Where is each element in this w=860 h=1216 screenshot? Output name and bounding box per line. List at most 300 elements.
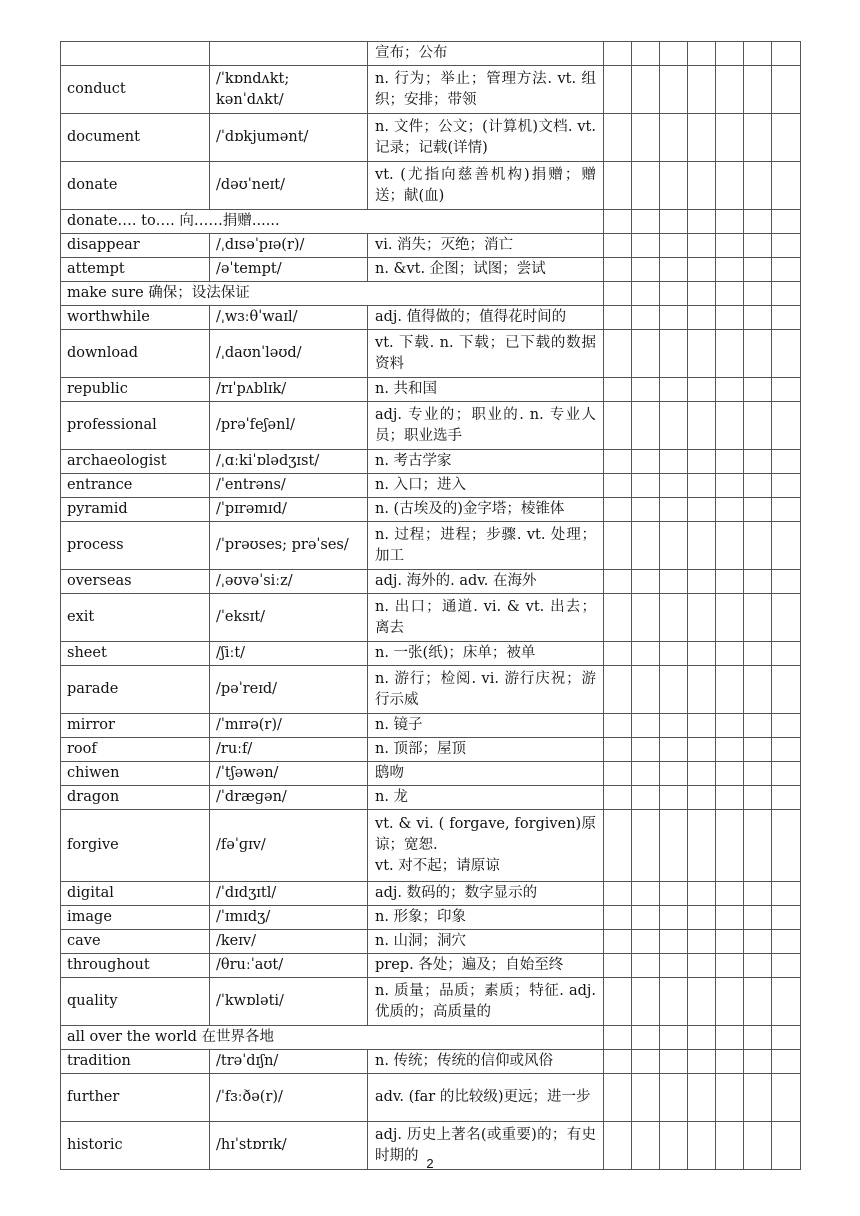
review-check-cell[interactable]: [604, 642, 632, 666]
review-check-cell[interactable]: [604, 114, 632, 162]
phonetic-cell: /ˈtʃəwən/: [210, 762, 368, 786]
review-check-cell[interactable]: [772, 330, 801, 378]
page-number: 2: [426, 1156, 434, 1171]
review-check-cell[interactable]: [604, 474, 632, 498]
review-check-cell[interactable]: [632, 810, 660, 882]
review-check-cell[interactable]: [772, 810, 801, 882]
review-check-cell[interactable]: [772, 450, 801, 474]
table-row: [61, 906, 801, 930]
review-check-cell[interactable]: [632, 954, 660, 978]
review-check-cell[interactable]: [744, 882, 772, 906]
review-check-cell[interactable]: [632, 114, 660, 162]
table-row: [61, 714, 801, 738]
table-row: [61, 258, 801, 282]
review-check-cell[interactable]: [604, 1026, 632, 1050]
review-check-cell[interactable]: [772, 930, 801, 954]
word-cell: archaeologist: [61, 450, 210, 474]
review-check-cell[interactable]: [660, 594, 688, 642]
review-check-cell[interactable]: [632, 522, 660, 570]
review-check-cell[interactable]: [744, 474, 772, 498]
review-check-cell[interactable]: [744, 306, 772, 330]
review-check-cell[interactable]: [632, 1074, 660, 1122]
review-check-cell[interactable]: [716, 114, 744, 162]
review-check-cell[interactable]: [744, 954, 772, 978]
review-check-cell[interactable]: [772, 234, 801, 258]
review-check-cell[interactable]: [688, 786, 716, 810]
review-check-cell[interactable]: [632, 210, 660, 234]
review-check-cell[interactable]: [716, 642, 744, 666]
review-check-cell[interactable]: [716, 954, 744, 978]
review-check-cell[interactable]: [688, 378, 716, 402]
review-check-cell[interactable]: [688, 522, 716, 570]
review-check-cell[interactable]: [660, 738, 688, 762]
meaning-cell: n. 传统；传统的信仰或风俗: [368, 1050, 604, 1074]
meaning-cell: adj. 历史上著名(或重要)的；有史时期的: [368, 1122, 604, 1170]
review-check-cell[interactable]: [772, 66, 801, 114]
phonetic-cell: /ˌdaʊnˈləʊd/: [210, 330, 368, 378]
phonetic-cell: /hɪˈstɒrɪk/: [210, 1122, 368, 1170]
review-check-cell[interactable]: [632, 66, 660, 114]
review-check-cell[interactable]: [632, 906, 660, 930]
phrase-row: [61, 210, 801, 234]
phonetic-cell: /pəˈreɪd/: [210, 666, 368, 714]
review-check-cell[interactable]: [744, 930, 772, 954]
review-check-cell[interactable]: [660, 498, 688, 522]
review-check-cell[interactable]: [744, 906, 772, 930]
review-check-cell[interactable]: [744, 66, 772, 114]
review-check-cell[interactable]: [660, 978, 688, 1026]
word-cell: republic: [61, 378, 210, 402]
review-check-cell[interactable]: [716, 594, 744, 642]
review-check-cell[interactable]: [660, 666, 688, 714]
review-check-cell[interactable]: [688, 498, 716, 522]
review-check-cell[interactable]: [772, 738, 801, 762]
review-check-cell[interactable]: [632, 930, 660, 954]
review-check-cell[interactable]: [688, 1050, 716, 1074]
review-check-cell[interactable]: [744, 498, 772, 522]
meaning-cell: n. 形象；印象: [368, 906, 604, 930]
review-check-cell[interactable]: [604, 786, 632, 810]
review-check-cell[interactable]: [772, 42, 801, 66]
review-check-cell[interactable]: [660, 450, 688, 474]
review-check-cell[interactable]: [688, 570, 716, 594]
review-check-cell[interactable]: [604, 954, 632, 978]
review-check-cell[interactable]: [716, 474, 744, 498]
review-check-cell[interactable]: [604, 66, 632, 114]
word-cell: image: [61, 906, 210, 930]
review-check-cell[interactable]: [632, 234, 660, 258]
meaning-cell: n. 出口；通道. vi. & vt. 出去；离去: [368, 594, 604, 642]
meaning-cell: n. (古埃及的)金字塔；棱锥体: [368, 498, 604, 522]
review-check-cell[interactable]: [660, 906, 688, 930]
review-check-cell[interactable]: [632, 306, 660, 330]
review-check-cell[interactable]: [688, 234, 716, 258]
review-check-cell[interactable]: [688, 714, 716, 738]
review-check-cell[interactable]: [688, 978, 716, 1026]
table-row: [61, 570, 801, 594]
review-check-cell[interactable]: [744, 714, 772, 738]
review-check-cell[interactable]: [632, 162, 660, 210]
meaning-cell: n. 过程；进程；步骤. vt. 处理；加工: [368, 522, 604, 570]
review-check-cell[interactable]: [604, 42, 632, 66]
review-check-cell[interactable]: [744, 282, 772, 306]
review-check-cell[interactable]: [772, 642, 801, 666]
review-check-cell[interactable]: [716, 762, 744, 786]
review-check-cell[interactable]: [688, 1074, 716, 1122]
phonetic-cell: /ˈkɒndʌkt; kənˈdʌkt/: [210, 66, 368, 114]
review-check-cell[interactable]: [772, 594, 801, 642]
word-cell: parade: [61, 666, 210, 714]
review-check-cell[interactable]: [688, 66, 716, 114]
phrase-cell: donate…. to…. 向……捐赠......: [61, 210, 604, 234]
table-row: [61, 810, 801, 882]
phonetic-cell: /ˈfɜːðə(r)/: [210, 1074, 368, 1122]
table-row: [61, 234, 801, 258]
review-check-cell[interactable]: [716, 258, 744, 282]
phonetic-cell: /ˌdɪsəˈpɪə(r)/: [210, 234, 368, 258]
review-check-cell[interactable]: [632, 642, 660, 666]
vocabulary-table: [60, 41, 801, 1170]
review-check-cell[interactable]: [744, 738, 772, 762]
review-check-cell[interactable]: [688, 402, 716, 450]
review-check-cell[interactable]: [660, 258, 688, 282]
review-check-cell[interactable]: [688, 258, 716, 282]
review-check-cell[interactable]: [772, 570, 801, 594]
review-check-cell[interactable]: [772, 714, 801, 738]
review-check-cell[interactable]: [604, 234, 632, 258]
review-check-cell[interactable]: [772, 282, 801, 306]
review-check-cell[interactable]: [772, 906, 801, 930]
review-check-cell[interactable]: [716, 810, 744, 882]
review-check-cell[interactable]: [716, 378, 744, 402]
review-check-cell[interactable]: [632, 258, 660, 282]
table-row: [61, 162, 801, 210]
review-check-cell[interactable]: [772, 666, 801, 714]
review-check-cell[interactable]: [716, 450, 744, 474]
word-cell: tradition: [61, 1050, 210, 1074]
review-check-cell[interactable]: [632, 282, 660, 306]
review-check-cell[interactable]: [688, 738, 716, 762]
review-check-cell[interactable]: [604, 258, 632, 282]
review-check-cell[interactable]: [660, 42, 688, 66]
review-check-cell[interactable]: [604, 762, 632, 786]
review-check-cell[interactable]: [632, 1026, 660, 1050]
review-check-cell[interactable]: [772, 162, 801, 210]
review-check-cell[interactable]: [772, 498, 801, 522]
review-check-cell[interactable]: [772, 1050, 801, 1074]
review-check-cell[interactable]: [688, 666, 716, 714]
review-check-cell[interactable]: [660, 714, 688, 738]
review-check-cell[interactable]: [632, 666, 660, 714]
word-cell: quality: [61, 978, 210, 1026]
review-check-cell[interactable]: [688, 906, 716, 930]
review-check-cell[interactable]: [604, 738, 632, 762]
review-check-cell[interactable]: [744, 570, 772, 594]
phonetic-cell: /ˈdræɡən/: [210, 786, 368, 810]
review-check-cell[interactable]: [688, 954, 716, 978]
table-row: [61, 66, 801, 114]
table-row: [61, 642, 801, 666]
review-check-cell[interactable]: [744, 210, 772, 234]
review-check-cell[interactable]: [688, 642, 716, 666]
review-check-cell[interactable]: [772, 522, 801, 570]
meaning-cell: vi. 消失；灭绝；消亡: [368, 234, 604, 258]
table-row: [61, 978, 801, 1026]
review-check-cell[interactable]: [604, 210, 632, 234]
review-check-cell[interactable]: [744, 402, 772, 450]
meaning-cell: n. 龙: [368, 786, 604, 810]
review-check-cell[interactable]: [660, 330, 688, 378]
review-check-cell[interactable]: [632, 498, 660, 522]
review-check-cell[interactable]: [772, 258, 801, 282]
review-check-cell[interactable]: [632, 714, 660, 738]
review-check-cell[interactable]: [716, 882, 744, 906]
word-cell: pyramid: [61, 498, 210, 522]
review-check-cell[interactable]: [688, 882, 716, 906]
review-check-cell[interactable]: [660, 642, 688, 666]
phonetic-cell: [210, 42, 368, 66]
review-check-cell[interactable]: [688, 474, 716, 498]
review-check-cell[interactable]: [660, 1026, 688, 1050]
review-check-cell[interactable]: [772, 762, 801, 786]
review-check-cell[interactable]: [604, 162, 632, 210]
review-check-cell[interactable]: [716, 786, 744, 810]
review-check-cell[interactable]: [660, 162, 688, 210]
phonetic-cell: /ˈdɪdʒɪtl/: [210, 882, 368, 906]
review-check-cell[interactable]: [604, 498, 632, 522]
meaning-cell: vt. (尤指向慈善机构)捐赠；赠送；献(血): [368, 162, 604, 210]
review-check-cell[interactable]: [744, 810, 772, 882]
review-check-cell[interactable]: [604, 666, 632, 714]
review-check-cell[interactable]: [772, 1074, 801, 1122]
review-check-cell[interactable]: [688, 162, 716, 210]
review-check-cell[interactable]: [772, 306, 801, 330]
review-check-cell[interactable]: [660, 762, 688, 786]
meaning-cell: prep. 各处；遍及；自始至终: [368, 954, 604, 978]
review-check-cell[interactable]: [632, 402, 660, 450]
review-check-cell[interactable]: [632, 594, 660, 642]
review-check-cell[interactable]: [688, 810, 716, 882]
meaning-cell: n. 游行；检阅. vi. 游行庆祝；游行示威: [368, 666, 604, 714]
meaning-cell: n. 一张(纸)；床单；被单: [368, 642, 604, 666]
meaning-cell: n. 共和国: [368, 378, 604, 402]
review-check-cell[interactable]: [604, 714, 632, 738]
review-check-cell[interactable]: [660, 474, 688, 498]
review-check-cell[interactable]: [716, 330, 744, 378]
meaning-cell: n. 文件；公文；(计算机)文档. vt. 记录；记载(详情): [368, 114, 604, 162]
review-check-cell[interactable]: [660, 786, 688, 810]
review-check-cell[interactable]: [716, 738, 744, 762]
review-check-cell[interactable]: [660, 402, 688, 450]
phonetic-cell: /əˈtempt/: [210, 258, 368, 282]
review-check-cell[interactable]: [772, 1026, 801, 1050]
review-check-cell[interactable]: [716, 402, 744, 450]
review-check-cell[interactable]: [716, 714, 744, 738]
phonetic-cell: /prəˈfeʃənl/: [210, 402, 368, 450]
review-check-cell[interactable]: [660, 306, 688, 330]
review-check-cell[interactable]: [660, 522, 688, 570]
review-check-cell[interactable]: [660, 954, 688, 978]
review-check-cell[interactable]: [744, 42, 772, 66]
meaning-cell: 宣布；公布: [368, 42, 604, 66]
review-check-cell[interactable]: [604, 882, 632, 906]
review-check-cell[interactable]: [716, 66, 744, 114]
review-check-cell[interactable]: [632, 738, 660, 762]
review-check-cell[interactable]: [772, 378, 801, 402]
review-check-cell[interactable]: [660, 66, 688, 114]
review-check-cell[interactable]: [716, 978, 744, 1026]
review-check-cell[interactable]: [772, 786, 801, 810]
review-check-cell[interactable]: [660, 210, 688, 234]
review-check-cell[interactable]: [688, 762, 716, 786]
meaning-cell: adv. (far 的比较级)更远；进一步: [368, 1074, 604, 1122]
meaning-cell: 鸱吻: [368, 762, 604, 786]
table-row: [61, 1074, 801, 1122]
word-cell: sheet: [61, 642, 210, 666]
review-check-cell[interactable]: [604, 450, 632, 474]
review-check-cell[interactable]: [660, 1050, 688, 1074]
review-check-cell[interactable]: [688, 210, 716, 234]
review-check-cell[interactable]: [688, 114, 716, 162]
review-check-cell[interactable]: [688, 1026, 716, 1050]
review-check-cell[interactable]: [744, 978, 772, 1026]
review-check-cell[interactable]: [744, 378, 772, 402]
review-check-cell[interactable]: [772, 114, 801, 162]
review-check-cell[interactable]: [716, 1050, 744, 1074]
review-check-cell[interactable]: [632, 1050, 660, 1074]
review-check-cell[interactable]: [688, 594, 716, 642]
review-check-cell[interactable]: [604, 402, 632, 450]
review-check-cell[interactable]: [744, 234, 772, 258]
review-check-cell[interactable]: [772, 402, 801, 450]
review-check-cell[interactable]: [660, 930, 688, 954]
table-row: [61, 762, 801, 786]
review-check-cell[interactable]: [632, 570, 660, 594]
word-cell: digital: [61, 882, 210, 906]
review-check-cell[interactable]: [688, 282, 716, 306]
review-check-cell[interactable]: [660, 282, 688, 306]
review-check-cell[interactable]: [688, 42, 716, 66]
review-check-cell[interactable]: [744, 162, 772, 210]
review-check-cell[interactable]: [604, 930, 632, 954]
review-check-cell[interactable]: [716, 1026, 744, 1050]
phonetic-cell: /ˈpɪrəmɪd/: [210, 498, 368, 522]
review-check-cell[interactable]: [716, 906, 744, 930]
review-check-cell[interactable]: [744, 786, 772, 810]
review-check-cell[interactable]: [688, 450, 716, 474]
review-check-cell[interactable]: [744, 1026, 772, 1050]
review-check-cell[interactable]: [716, 210, 744, 234]
review-check-cell[interactable]: [632, 330, 660, 378]
table-row: [61, 786, 801, 810]
review-check-cell[interactable]: [744, 114, 772, 162]
review-check-cell[interactable]: [744, 642, 772, 666]
review-check-cell[interactable]: [772, 954, 801, 978]
review-check-cell[interactable]: [772, 978, 801, 1026]
review-check-cell[interactable]: [604, 978, 632, 1026]
meaning-cell: n. 入口；进入: [368, 474, 604, 498]
review-check-cell[interactable]: [660, 114, 688, 162]
review-check-cell[interactable]: [744, 762, 772, 786]
review-check-cell[interactable]: [772, 882, 801, 906]
table-row: [61, 594, 801, 642]
review-check-cell[interactable]: [660, 378, 688, 402]
review-check-cell[interactable]: [632, 882, 660, 906]
word-cell: historic: [61, 1122, 210, 1170]
review-check-cell[interactable]: [716, 498, 744, 522]
review-check-cell[interactable]: [604, 1074, 632, 1122]
word-cell: cave: [61, 930, 210, 954]
review-check-cell[interactable]: [744, 666, 772, 714]
review-check-cell[interactable]: [660, 1074, 688, 1122]
meaning-cell: adj. 海外的. adv. 在海外: [368, 570, 604, 594]
review-check-cell[interactable]: [716, 42, 744, 66]
review-check-cell[interactable]: [604, 282, 632, 306]
review-check-cell[interactable]: [604, 330, 632, 378]
review-check-cell[interactable]: [660, 570, 688, 594]
review-check-cell[interactable]: [632, 762, 660, 786]
review-check-cell[interactable]: [604, 522, 632, 570]
review-check-cell[interactable]: [604, 906, 632, 930]
word-cell: dragon: [61, 786, 210, 810]
review-check-cell[interactable]: [744, 330, 772, 378]
review-check-cell[interactable]: [660, 810, 688, 882]
word-cell: entrance: [61, 474, 210, 498]
review-check-cell[interactable]: [716, 522, 744, 570]
review-check-cell[interactable]: [716, 930, 744, 954]
review-check-cell[interactable]: [716, 666, 744, 714]
review-check-cell[interactable]: [716, 570, 744, 594]
word-cell: roof: [61, 738, 210, 762]
review-check-cell[interactable]: [688, 330, 716, 378]
review-check-cell[interactable]: [604, 810, 632, 882]
review-check-cell[interactable]: [632, 450, 660, 474]
review-check-cell[interactable]: [632, 786, 660, 810]
review-check-cell[interactable]: [660, 882, 688, 906]
review-check-cell[interactable]: [716, 306, 744, 330]
review-check-cell[interactable]: [744, 450, 772, 474]
review-check-cell[interactable]: [744, 522, 772, 570]
review-check-cell[interactable]: [632, 42, 660, 66]
review-check-cell[interactable]: [744, 1050, 772, 1074]
review-check-cell[interactable]: [604, 594, 632, 642]
review-check-cell[interactable]: [604, 306, 632, 330]
review-check-cell[interactable]: [688, 930, 716, 954]
review-check-cell[interactable]: [772, 474, 801, 498]
word-cell: exit: [61, 594, 210, 642]
review-check-cell[interactable]: [604, 378, 632, 402]
review-check-cell[interactable]: [660, 234, 688, 258]
phonetic-cell: /dəʊˈneɪt/: [210, 162, 368, 210]
review-check-cell[interactable]: [716, 1074, 744, 1122]
review-check-cell[interactable]: [744, 258, 772, 282]
review-check-cell[interactable]: [744, 594, 772, 642]
review-check-cell[interactable]: [744, 1074, 772, 1122]
review-check-cell[interactable]: [632, 378, 660, 402]
review-check-cell[interactable]: [716, 234, 744, 258]
review-check-cell[interactable]: [604, 1050, 632, 1074]
review-check-cell[interactable]: [688, 306, 716, 330]
review-check-cell[interactable]: [632, 474, 660, 498]
word-cell: professional: [61, 402, 210, 450]
review-check-cell[interactable]: [716, 282, 744, 306]
review-check-cell[interactable]: [604, 570, 632, 594]
review-check-cell[interactable]: [632, 978, 660, 1026]
review-check-cell[interactable]: [772, 210, 801, 234]
word-cell: further: [61, 1074, 210, 1122]
phonetic-cell: /rɪˈpʌblɪk/: [210, 378, 368, 402]
review-check-cell[interactable]: [716, 162, 744, 210]
